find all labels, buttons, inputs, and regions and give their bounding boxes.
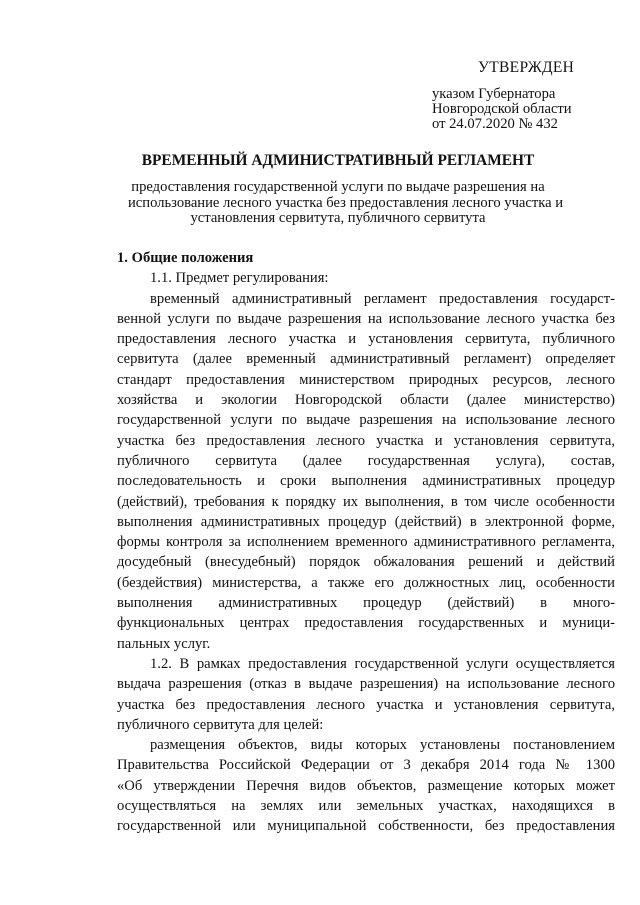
body-line: пальных услуг. xyxy=(117,635,211,652)
body-line: (действий), требования к порядку их выполнения, в том числе особенности xyxy=(117,493,615,510)
body-line: публичного сервитута (далее государственная услуга), состав, xyxy=(117,452,615,469)
approval-line: Новгородской области xyxy=(432,101,572,117)
subtitle-line: установления сервитута, публичного сервитута xyxy=(190,210,486,226)
approval-block xyxy=(432,60,612,132)
body-line: государственной услуги по выдаче разрешения на использование лесного xyxy=(117,412,615,429)
approval-line: от 24.07.2020 № 432 xyxy=(432,116,558,132)
subtitle-line: предоставления государственной услуги по выдаче разрешения на xyxy=(131,179,545,195)
body-line: участка без предоставления лесного участка и установления сервитута, xyxy=(117,696,615,713)
approval-line: указом Губернатора xyxy=(432,86,556,102)
body-line: размещения объектов, виды которых установлены постановлением xyxy=(150,737,615,754)
body-line: временный административный регламент предоставления государст- xyxy=(150,290,615,307)
body-line: предоставления лесного участка и установления сервитута, публичного xyxy=(117,331,615,348)
body-line: государственной или муниципальной собственности, без предоставления xyxy=(117,818,615,835)
body-line: стандарт предоставления министерством природных ресурсов, лесного xyxy=(117,371,615,388)
body-line: венной услуги по выдаче разрешения на использование лесного участка без xyxy=(117,310,615,327)
body-line: досудебный (внесудебный) порядок обжалования решений и действий xyxy=(117,554,615,571)
body-line: хозяйства и экологии Новгородской области (далее министерство) xyxy=(117,392,615,409)
body-line: 1.2. В рамках предоставления государственной услуги осуществляется xyxy=(150,655,615,672)
body-line: функциональных центрах предоставления государственных и муници- xyxy=(117,615,615,632)
body-line: формы контроля за исполнением временного административного регламента, xyxy=(117,534,615,551)
document-body xyxy=(117,248,615,837)
approval-stamp: УТВЕРЖДЕН xyxy=(478,59,575,76)
subtitle-line: использование лесного участка без предоставления лесного участка и xyxy=(128,194,564,211)
body-line: публичного сервитута для целей: xyxy=(117,716,324,733)
document-subtitle xyxy=(128,179,564,227)
body-line: 1.1. Предмет регулирования: xyxy=(150,270,329,287)
document-title: ВРЕМЕННЫЙ АДМИНИСТРАТИВНЫЙ РЕГЛАМЕНТ xyxy=(141,152,535,169)
body-line: выполнения административных процедур (действий) в электронной форме, xyxy=(117,513,615,530)
body-line: «Об утверждении Перечня видов объектов, размещение которых может xyxy=(117,777,615,794)
body-line: выполнения административных процедур (действий) в много- xyxy=(117,595,615,612)
body-line: осуществляться на землях или земельных участках, находящихся в xyxy=(117,798,615,815)
body-line: выдача разрешения (отказ в выдаче разрешения) на использование лесного xyxy=(117,676,615,693)
body-line: Правительства Российской Федерации от 3 декабря 2014 года № 1300 xyxy=(117,757,615,774)
body-line: участка без предоставления лесного участка и установления сервитута, xyxy=(117,432,615,449)
body-line: последовательность и сроки выполнения административных процедур xyxy=(117,473,615,490)
section-heading: 1. Общие положения xyxy=(117,250,254,266)
body-line: (бездействия) министерства, а также его должностных лиц, особенности xyxy=(117,574,615,591)
body-line: сервитута (далее временный административный регламент) определяет xyxy=(117,351,615,368)
